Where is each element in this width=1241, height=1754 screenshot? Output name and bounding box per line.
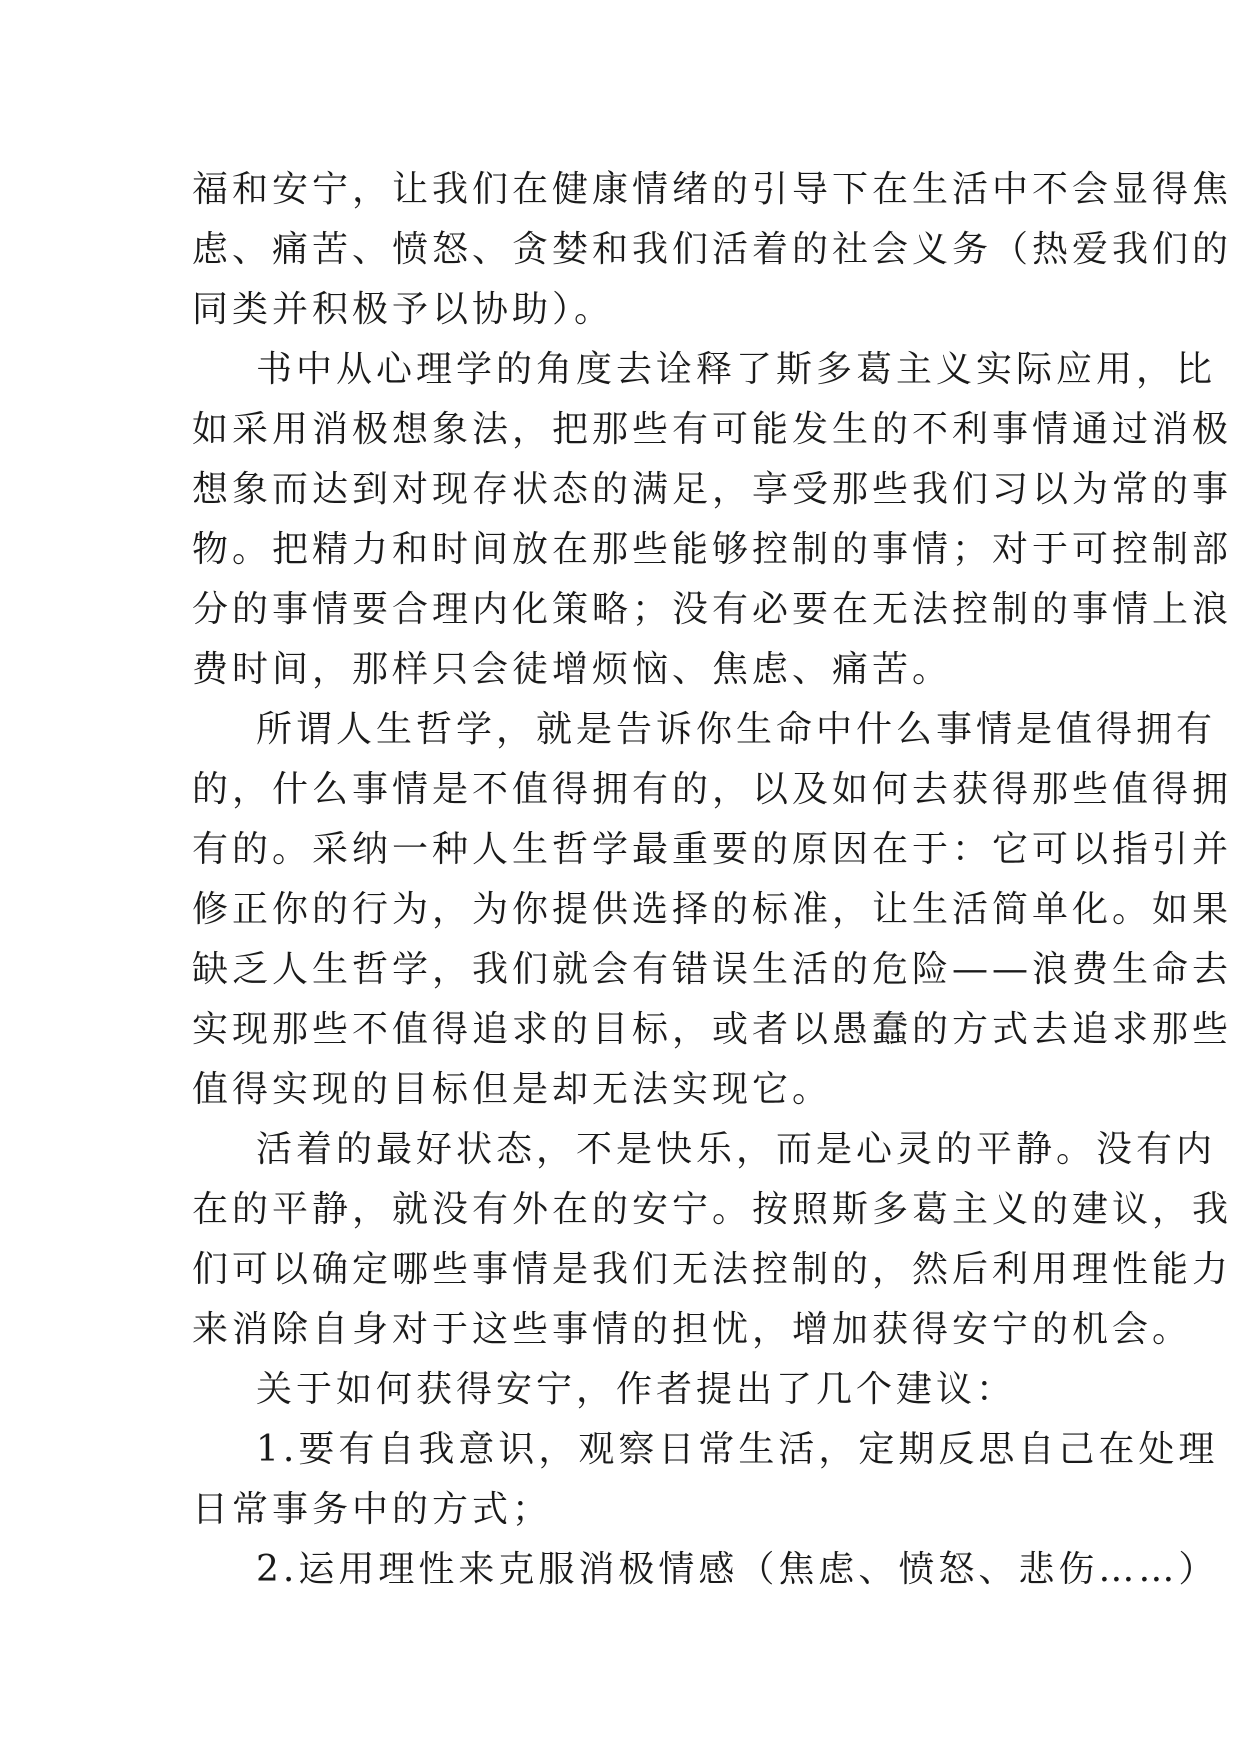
text-line: 值得实现的目标但是却无法实现它。 — [192, 1069, 833, 1110]
text-line: 1.要有自我意识，观察日常生活，定期反思自己在处理 — [256, 1429, 1219, 1470]
text-line: 的，什么事情是不值得拥有的，以及如何去获得那些值得拥 — [192, 769, 1233, 810]
text-line: 福和安宁，让我们在健康情绪的引导下在生活中不会显得焦 — [192, 169, 1233, 210]
text-line: 虑、痛苦、愤怒、贪婪和我们活着的社会义务（热爱我们的 — [192, 229, 1233, 270]
paragraph — [192, 700, 1233, 1120]
text-line: 实现那些不值得追求的目标，或者以愚蠢的方式去追求那些 — [192, 1009, 1233, 1050]
text-line: 费时间，那样只会徒增烦恼、焦虑、痛苦。 — [192, 649, 953, 690]
text-line: 修正你的行为，为你提供选择的标准，让生活简单化。如果 — [192, 889, 1233, 930]
text-line: 书中从心理学的角度去诠释了斯多葛主义实际应用，比 — [256, 349, 1217, 390]
text-line: 有的。采纳一种人生哲学最重要的原因在于：它可以指引并 — [192, 829, 1233, 870]
text-line: 如采用消极想象法，把那些有可能发生的不利事情通过消极 — [192, 409, 1233, 450]
text-line: 2.运用理性来克服消极情感（焦虑、愤怒、悲伤……） — [256, 1549, 1219, 1590]
paragraph — [192, 1120, 1233, 1360]
list-item — [192, 1420, 1219, 1540]
text-line: 分的事情要合理内化策略；没有必要在无法控制的事情上浪 — [192, 589, 1233, 630]
paragraph — [192, 340, 1233, 700]
text-line: 同类并积极予以协助）。 — [192, 289, 615, 330]
text-line: 关于如何获得安宁，作者提出了几个建议： — [256, 1369, 1017, 1410]
paragraph — [192, 1360, 1052, 1420]
text-line: 物。把精力和时间放在那些能够控制的事情；对于可控制部 — [192, 529, 1233, 570]
text-line: 们可以确定哪些事情是我们无法控制的，然后利用理性能力 — [192, 1249, 1233, 1290]
text-line: 在的平静，就没有外在的安宁。按照斯多葛主义的建议，我 — [192, 1189, 1233, 1230]
text-line: 所谓人生哲学，就是告诉你生命中什么事情是值得拥有 — [256, 709, 1217, 750]
text-line: 来消除自身对于这些事情的担忧，增加获得安宁的机会。 — [192, 1309, 1193, 1350]
text-line: 缺乏人生哲学，我们就会有错误生活的危险——浪费生命去 — [192, 949, 1233, 990]
text-line: 日常事务中的方式； — [192, 1489, 553, 1530]
document-page — [192, 160, 1233, 1600]
text-line: 想象而达到对现存状态的满足，享受那些我们习以为常的事 — [192, 469, 1233, 510]
paragraph — [192, 160, 1233, 340]
list-item — [192, 1540, 1219, 1600]
text-line: 活着的最好状态，不是快乐，而是心灵的平静。没有内 — [256, 1129, 1217, 1170]
